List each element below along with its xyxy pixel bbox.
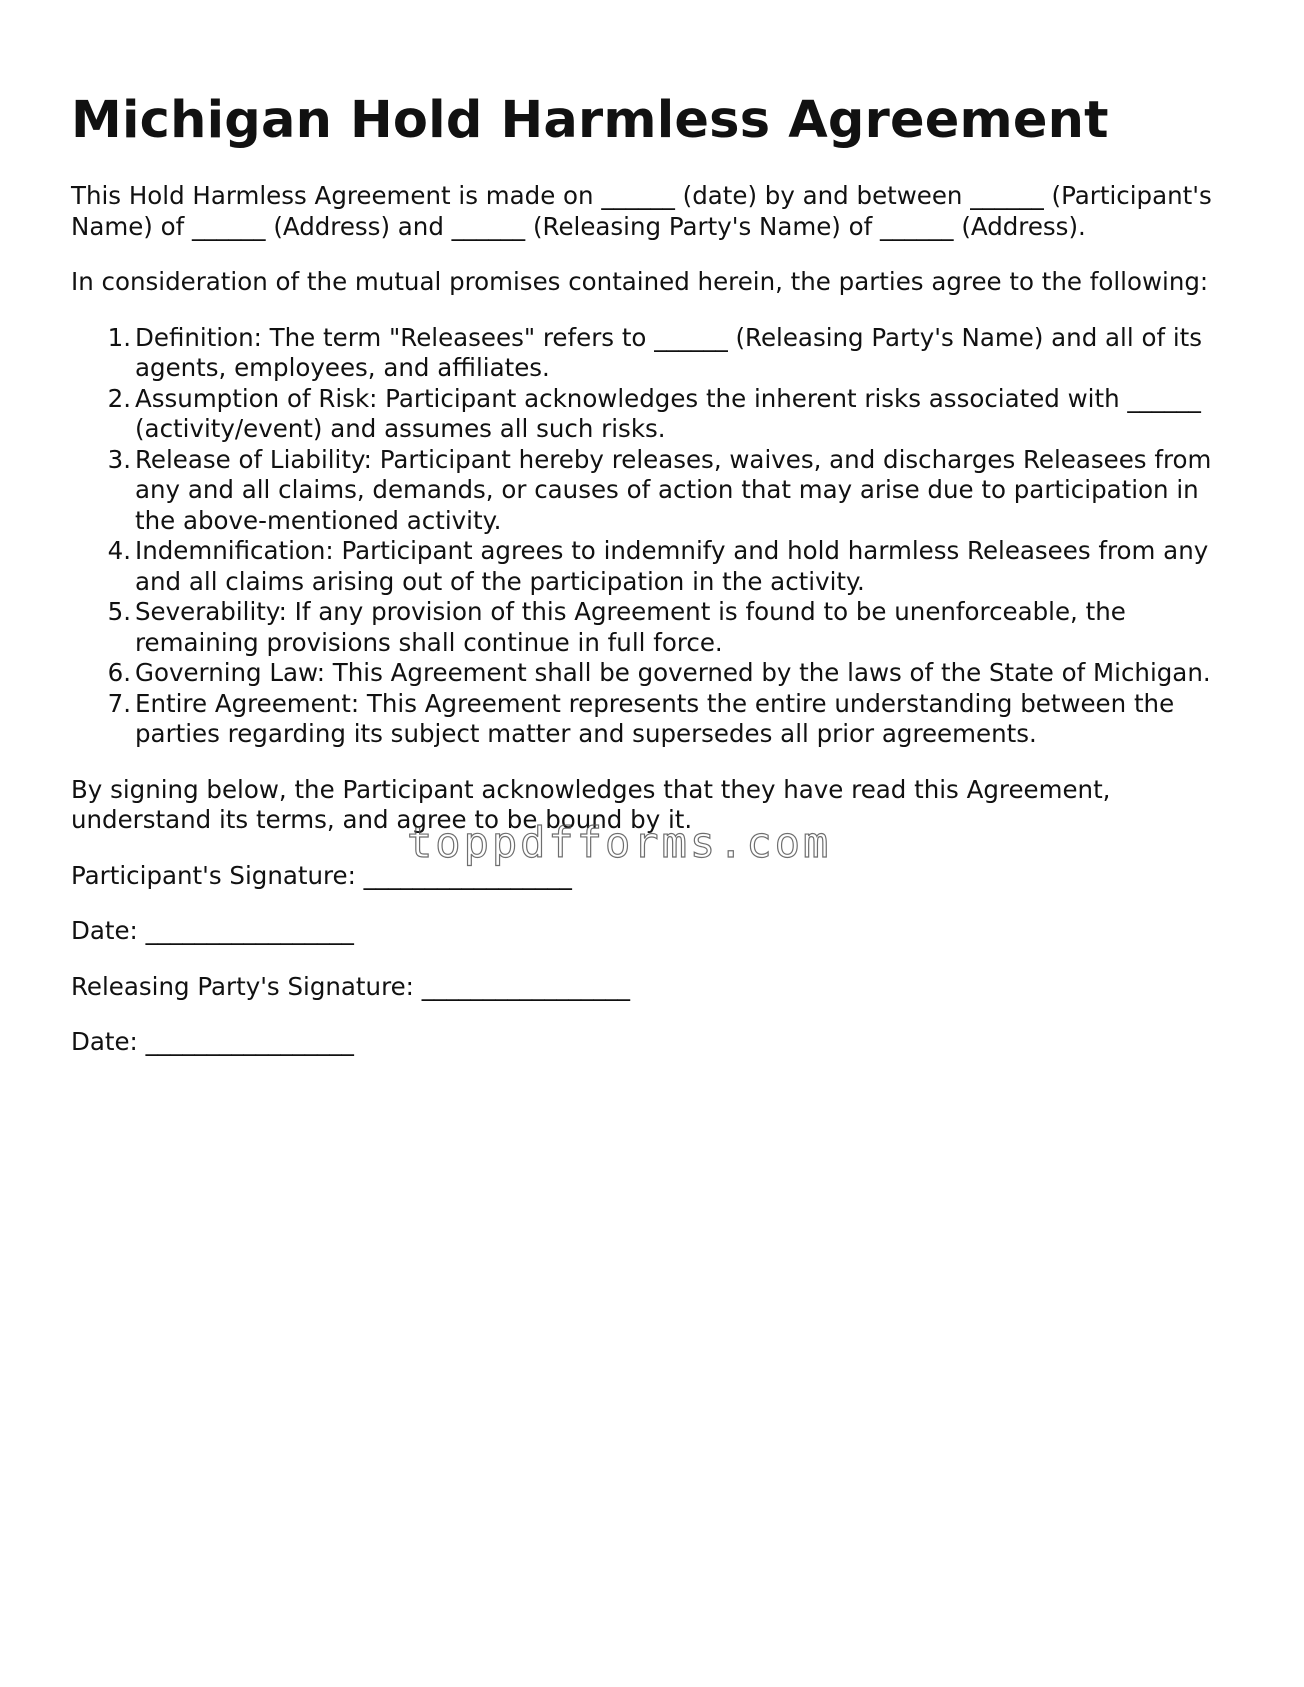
term-number: 7. (107, 688, 131, 718)
terms-list (71, 323, 1241, 750)
term-text: Severability: If any provision of this Agreement is found to be unenforceable, the remaining provisions shall continue in full force. (135, 597, 1126, 657)
term-item (107, 688, 1241, 750)
term-item (107, 536, 1241, 597)
term-item (107, 658, 1241, 689)
term-text: Entire Agreement: This Agreement represents the entire understanding between the parties regarding its subject matter and supersedes all prior agreements. (135, 688, 1175, 748)
document-title: Michigan Hold Harmless Agreement (71, 91, 1109, 150)
participant-date-line[interactable]: Date: _________________ (71, 916, 354, 945)
term-text: Governing Law: This Agreement shall be governed by the laws of the State of Michigan. (135, 658, 1211, 687)
term-number: 1. (107, 322, 131, 352)
consideration-paragraph: In consideration of the mutual promises contained herein, the parties agree to the following: (71, 267, 1209, 296)
releasing-party-date-line[interactable]: Date: _________________ (71, 1027, 354, 1056)
term-item (107, 444, 1241, 537)
participant-signature-line[interactable]: Participant's Signature: _________________ (71, 860, 572, 890)
term-item (107, 322, 1241, 384)
watermark: toppdfforms.com (407, 818, 832, 867)
acknowledgement-paragraph: By signing below, the Participant acknowledges that they have read this Agreement, understand its terms, and agree to be bound by it. (71, 774, 1111, 834)
term-text: Release of Liability: Participant hereby releases, waives, and discharges Releasees from any and all claims, demands, or causes of action that may arise due to participation in the above-mentioned activity. (135, 444, 1212, 535)
term-number: 6. (107, 658, 131, 687)
term-text: Assumption of Risk: Participant acknowledges the inherent risks associated with ______ (activity/event) and assumes all such risks. (135, 383, 1201, 443)
term-item (107, 383, 1241, 445)
term-item (107, 597, 1241, 658)
term-text: Definition: The term "Releasees" refers to ______ (Releasing Party's Name) and all of its agents, employees, and affiliates. (135, 322, 1203, 382)
term-number: 3. (107, 444, 131, 474)
releasing-party-signature-line[interactable]: Releasing Party's Signature: _________________ (71, 971, 630, 1001)
term-number: 4. (107, 536, 131, 565)
term-number: 2. (107, 383, 131, 413)
intro-paragraph: This Hold Harmless Agreement is made on ______ (date) by and between ______ (Participant's Name) of ______ (Address) and ______ (Releasing Party's Name) of ______ (Address). (71, 181, 1212, 241)
term-text: Indemnification: Participant agrees to indemnify and hold harmless Releasees from any and all claims arising out of the participation in the activity. (135, 536, 1209, 596)
document-page (71, 84, 1241, 1083)
term-number: 5. (107, 597, 131, 626)
